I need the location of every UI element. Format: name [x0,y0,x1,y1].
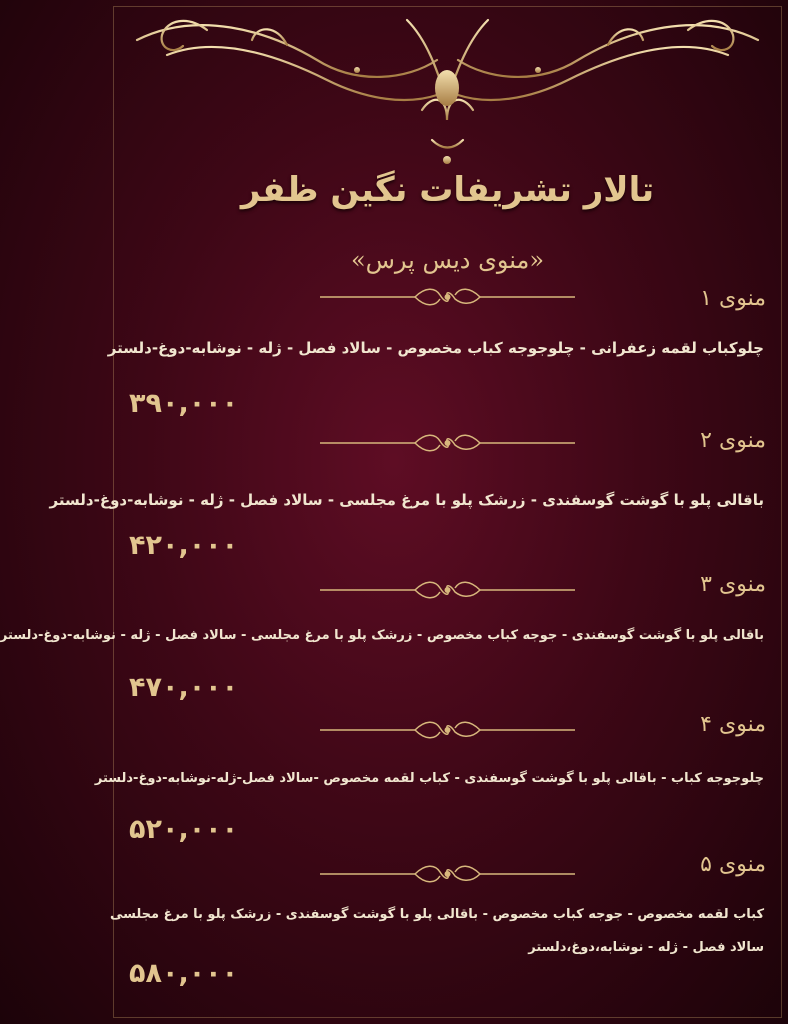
divider-ornament-icon [320,287,575,307]
menu-label: منوی ۵ [700,852,766,877]
venue-title: تالار تشریفات نگین ظفر [240,170,655,210]
menu-label: منوی ۳ [700,572,766,597]
divider-ornament-icon [320,580,575,600]
menu-type-subtitle: «منوی دیس پرس» [350,246,545,274]
menu-items: باقالی پلو با گوشت گوسفندی - جوجه کباب مخصوص - زرشک پلو با مرغ مجلسی - سالاد فصل - ژله - نوشابه-دوغ-دلستر [0,628,764,643]
menu-items: چلوکباب لقمه زعفرانی - چلوجوجه کباب مخصوص - سالاد فصل - ژله - نوشابه-دوغ-دلستر [107,339,764,357]
divider-ornament-icon [320,864,575,884]
menu-price: ۵۲۰,۰۰۰ [129,814,239,845]
menu-price: ۳۹۰,۰۰۰ [129,388,239,419]
menu-items-line2: سالاد فصل - ژله - نوشابه،دوغ،دلستر [528,940,764,955]
divider-ornament-icon [320,720,575,740]
menu-items: باقالی پلو با گوشت گوسفندی - زرشک پلو با مرغ مجلسی - سالاد فصل - ژله - نوشابه-دوغ-دلستر [49,491,764,509]
menu-items: چلوجوجه کباب - باقالی پلو با گوشت گوسفندی - کباب لقمه مخصوص -سالاد فصل-ژله-نوشابه-دوغ-دلستر [94,771,764,786]
menu-price: ۴۲۰,۰۰۰ [129,530,239,561]
menu-label: منوی ۲ [700,428,766,453]
menu-items-line1: کباب لقمه مخصوص - جوجه کباب مخصوص - باقالی پلو با گوشت گوسفندی - زرشک پلو با مرغ مجلسی [109,907,764,922]
menu-price: ۴۷۰,۰۰۰ [129,672,239,703]
top-ornament-icon [107,0,788,175]
menu-label: منوی ۴ [700,712,766,737]
divider-ornament-icon [320,433,575,453]
menu-label: منوی ۱ [700,286,766,311]
menu-price: ۵۸۰,۰۰۰ [129,958,239,989]
